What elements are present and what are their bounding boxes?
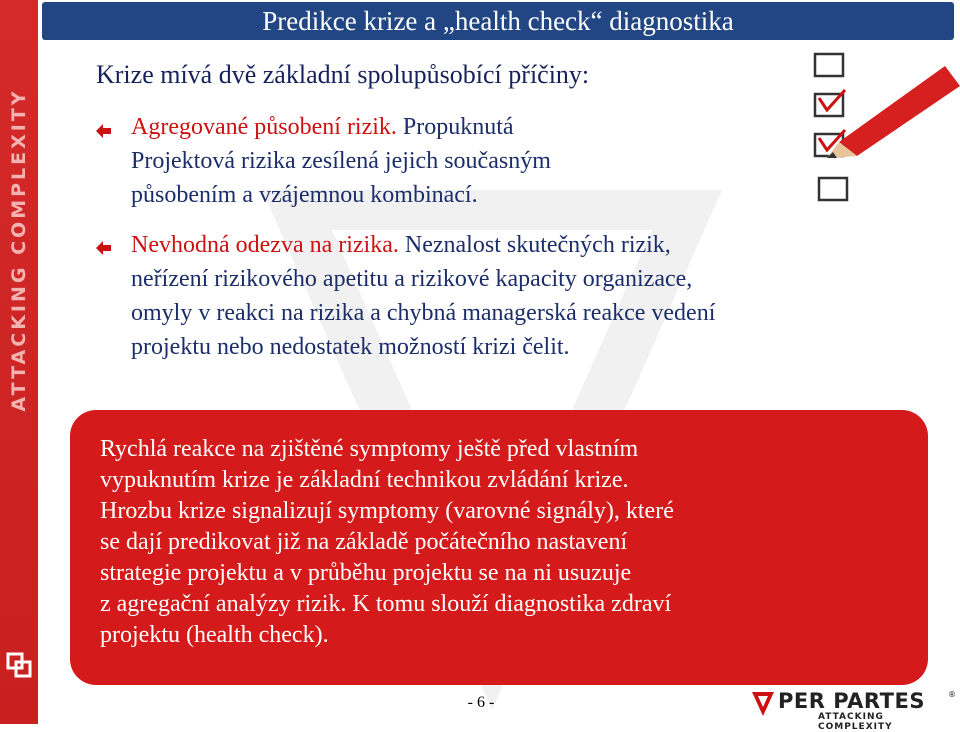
callout-line: Rychlá reakce na zjištěné symptomy ještě před vlastním: [100, 436, 639, 462]
callout-text: [100, 434, 910, 651]
side-banner-text: ATTACKING COMPLEXITY: [8, 88, 30, 412]
bullet-1-line-3: působením a vzájemnou kombinací.: [131, 182, 478, 208]
intro-text: Krize mívá dvě základní spolupůsobící příčiny:: [96, 60, 590, 89]
brand-registered-mark: ®: [948, 690, 956, 699]
bullet-1-line-2: Projektová rizika zesílená jejich současným: [131, 148, 551, 174]
slide-title: Predikce krize a „health check“ diagnostika: [262, 6, 734, 36]
arrow-bullet-icon: [96, 241, 111, 255]
bullet-1-line-1: Propuknutá: [396, 114, 514, 140]
callout-line: vypuknutím krize je základní technikou zvládání krize.: [100, 467, 629, 493]
checklist-pencil-illustration: [795, 46, 960, 226]
bullet-1-lead: Agregované působení rizik.: [131, 114, 397, 140]
callout-line: z agregační analýzy rizik. K tomu slouží diagnostika zdraví: [100, 591, 672, 617]
bullet-2-lead: Nevhodná odezva na rizika.: [131, 232, 399, 258]
brand-tagline: ATTACKING COMPLEXITY: [818, 712, 893, 732]
callout-line: Hrozbu krize signalizují symptomy (varovné signály), které: [100, 498, 674, 524]
brand-name: PER PARTES: [778, 689, 925, 713]
bullet-2-line-1: Neznalost skutečných rizik,: [398, 232, 671, 258]
bullet-2-line-4: projektu nebo nedostatek možností krizi čelit.: [131, 334, 570, 360]
bullet-2: [131, 228, 715, 364]
page-number: - 6 -: [467, 694, 495, 711]
bullet-1: [131, 110, 551, 212]
callout-line: projektu (health check).: [100, 622, 329, 648]
callout-line: strategie projektu a v průběhu projektu se na ni usuzuje: [100, 560, 632, 586]
bullet-2-line-2: neřízení rizikového apetitu a rizikové kapacity organizace,: [131, 266, 693, 292]
arrow-bullet-icon: [96, 124, 111, 138]
bullet-2-line-3: omyly v reakci na rizika a chybná managerská reakce vedení: [131, 300, 716, 326]
callout-line: se dají predikovat již na základě počátečního nastavení: [100, 529, 628, 555]
chain-link-icon: [6, 652, 32, 678]
